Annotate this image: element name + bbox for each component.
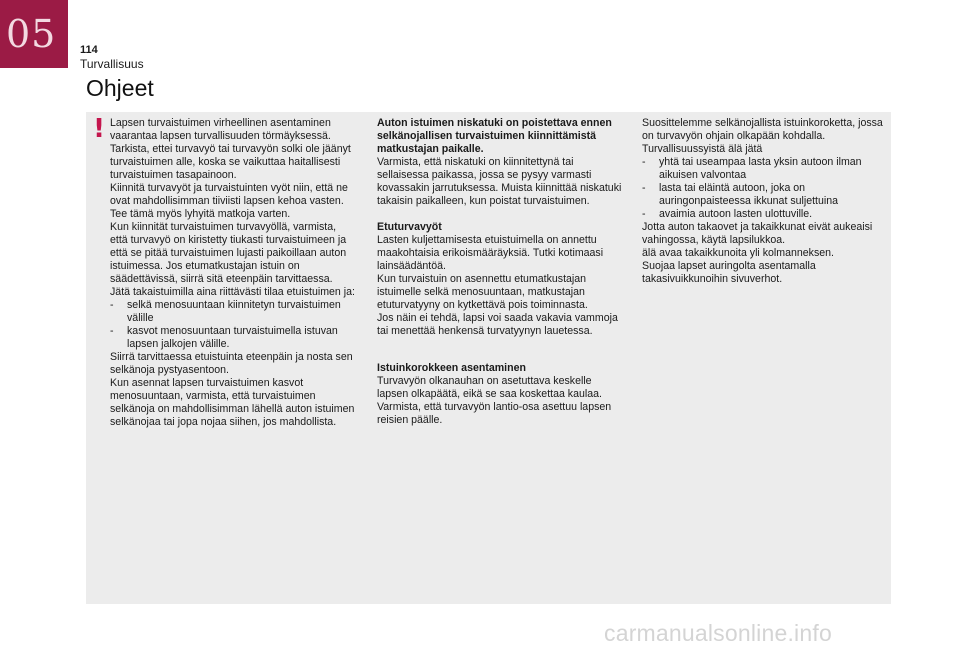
paragraph: Siirrä tarvittaessa etuistuinta eteenpäin ja nosta sen selkänoja pystyasentoon. <box>110 351 353 376</box>
list-item: - lasta tai eläintä autoon, joka on auringonpaisteessa ikkunat suljettuina <box>642 182 839 207</box>
paragraph: Tarkista, ettei turvavyö tai turvavyön solki ole jäänyt turvaistuimen alle, koska se vaikuttaa haitallisesti turvaistuimen tasapainoon. <box>110 143 351 181</box>
column-1 <box>110 117 355 429</box>
paragraph: Turvavyön olkanauhan on asetuttava keskelle lapsen olkapäätä, eikä se saa koskettaa kaulaa. <box>377 375 602 400</box>
column-3 <box>642 117 887 286</box>
chapter-number: 05 <box>6 12 57 56</box>
chapter-tab <box>0 0 68 68</box>
paragraph: Jätä takaistuimilla aina riittävästi tilaa etuistuimen ja: <box>110 286 355 298</box>
paragraph: Kun turvaistuin on asennettu etumatkustajan istuimelle selkä menosuuntaan, matkustajan etuturvatyyny on kytkettävä pois toiminnasta. <box>377 273 588 311</box>
section-heading: Istuinkorokkeen asentaminen <box>377 362 526 374</box>
paragraph: Kiinnitä turvavyöt ja turvaistuinten vyöt niin, että ne ovat mahdollisimman tiiviisti lapsen kehoa vasten. Tee tämä myös lyhyitä matkoja varten. <box>110 182 348 220</box>
paragraph: Lasten kuljettamisesta etuistuimella on annettu maakohtaisia erikoismääräyksiä. Tutki kotimaasi lainsäädäntöä. <box>377 234 604 272</box>
paragraph: Jotta auton takaovet ja takaikkunat eivät aukeaisi vahingossa, käytä lapsilukkoa. <box>642 221 873 246</box>
paragraph: Lapsen turvaistuimen virheellinen asentaminen vaarantaa lapsen turvallisuuden törmäyksessä. <box>110 117 331 142</box>
list-item: - selkä menosuuntaan kiinnitetyn turvaistuimen välille <box>110 299 341 324</box>
column-2 <box>377 117 625 427</box>
paragraph: Suosittelemme selkänojallista istuinkoroketta, jossa on turvavyön ohjain olkapään kohdalla. <box>642 117 883 142</box>
page-number: 114 <box>80 44 98 56</box>
paragraph: älä avaa takaikkunoita yli kolmanneksen. <box>642 247 834 259</box>
paragraph: Suojaa lapset auringolta asentamalla takasivuikkunoihin sivuverhot. <box>642 260 816 285</box>
watermark: carmanualsonline.info <box>604 620 832 646</box>
paragraph: Varmista, että turvavyön lantio-osa asettuu lapsen reisien päälle. <box>377 401 612 426</box>
paragraph: Jos näin ei tehdä, lapsi voi saada vakavia vammoja tai menettää henkensä turvatyynyn lauetessa. <box>377 312 618 337</box>
exclamation-icon: ! <box>93 114 105 144</box>
paragraph: Kun kiinnität turvaistuimen turvavyöllä, varmista, että turvavyö on kiristetty tiukasti turvaistuimeen ja että se pitää turvaistuimen lujasti paikoillaan auton istuimessa. Jos etumatkustajan istuin on säädettävissä, siirrä sitä eteenpäin tarvittaessa. <box>110 221 347 285</box>
paragraph: Turvallisuussyistä älä jätä <box>642 143 763 155</box>
list-item: - yhtä tai useampaa lasta yksin autoon ilman aikuisen valvontaa <box>642 156 862 181</box>
section-heading: Auton istuimen niskatuki on poistettava ennen selkänojallisen turvaistuimen kiinnittämistä matkustajan paikalle. <box>377 117 612 155</box>
paragraph: Kun asennat lapsen turvaistuimen kasvot menosuuntaan, varmista, että turvaistuimen selkänoja on mahdollisimman lähellä auton istuimen selkänojaa tai jopa nojaa siihen, jos mahdollista. <box>110 377 355 428</box>
section-name: Turvallisuus <box>80 57 144 71</box>
list-item: - kasvot menosuuntaan turvaistuimella istuvan lapsen jalkojen välille. <box>110 325 338 350</box>
paragraph: Varmista, että niskatuki on kiinnitettynä tai sellaisessa paikassa, jossa se pysyy varmasti kovassakin jarrutuksessa. Muista kiinnittää niskatuki takaisin paikalleen, kun poistat turvaistuimen. <box>377 156 622 207</box>
list-item: - avaimia autoon lasten ulottuville. <box>642 208 813 220</box>
section-heading: Etuturvavyöt <box>377 221 442 233</box>
page-title: Ohjeet <box>86 75 154 101</box>
